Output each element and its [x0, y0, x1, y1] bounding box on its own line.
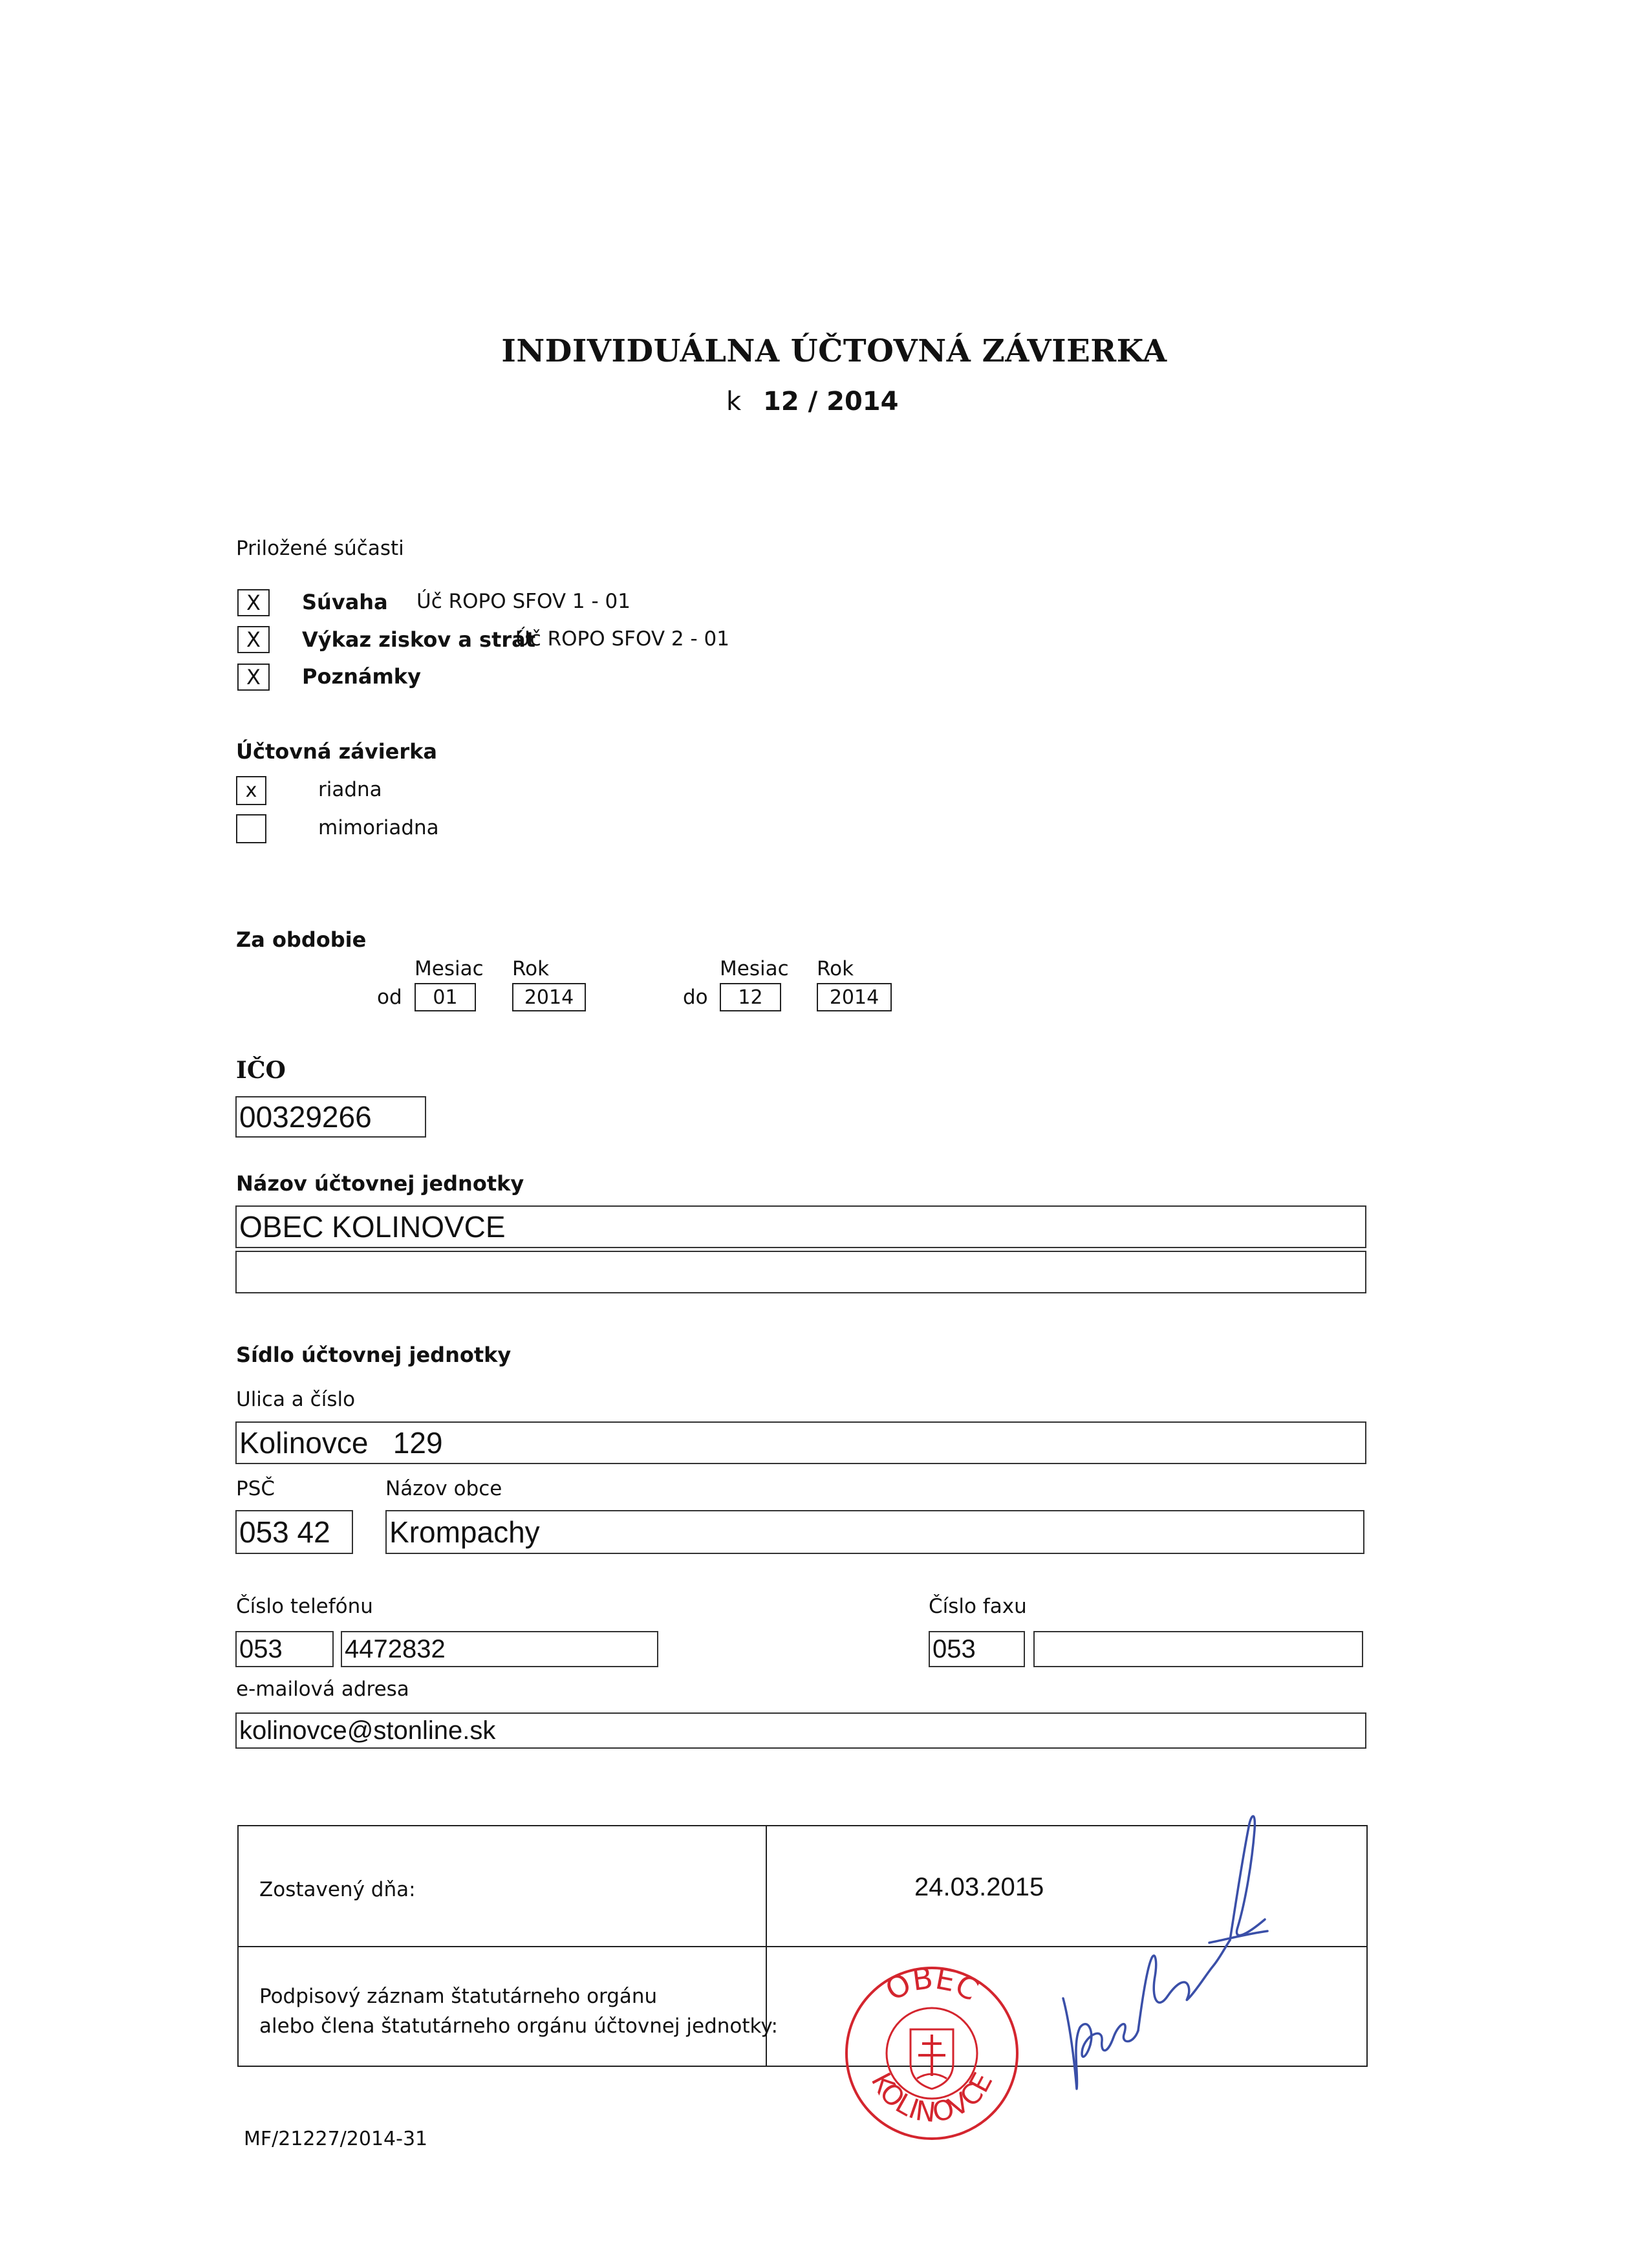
attachment-name-poznamky: Poznámky [302, 664, 421, 689]
phone-prefix-field[interactable]: 053 [235, 1631, 334, 1667]
to-year-label: Rok [817, 957, 854, 980]
street-field[interactable]: Kolinovce 129 [235, 1421, 1366, 1464]
closing-mimoriadna-label: mimoriadna [318, 816, 439, 839]
entity-name-label: Názov účtovnej jednotky [236, 1171, 524, 1196]
signature-label-line1: Podpisový záznam štatutárneho orgánu [259, 1985, 658, 2008]
city-field[interactable]: Krompachy [385, 1510, 1364, 1554]
ico-field[interactable]: 00329266 [235, 1096, 426, 1138]
period-value: 12 / 2014 [763, 387, 899, 416]
signature-label-line2: alebo člena štatutárneho orgánu účtovnej jednotky: [259, 2014, 778, 2038]
attachment-name-vykaz: Výkaz ziskov a strát [302, 627, 536, 652]
to-month-field[interactable]: 12 [720, 983, 781, 1011]
attachment-checkbox-vykaz[interactable]: X [237, 626, 270, 653]
closing-mimoriadna-checkbox[interactable] [236, 814, 266, 843]
stamp-lettering-bottom: KOLINOVCE [865, 2067, 999, 2129]
compiled-label: Zostavený dňa: [259, 1878, 416, 1901]
closing-riadna-checkbox[interactable]: x [236, 776, 266, 805]
period-prefix: k [726, 387, 742, 416]
from-month-field[interactable]: 01 [415, 983, 476, 1011]
fax-prefix-field[interactable]: 053 [929, 1631, 1025, 1667]
city-label: Názov obce [385, 1477, 502, 1500]
attachment-detail-suvaha: Úč ROPO SFOV 1 - 01 [416, 590, 630, 613]
street-label: Ulica a číslo [236, 1388, 356, 1411]
attachment-name-suvaha: Súvaha [302, 590, 388, 614]
attachment-checkbox-suvaha[interactable]: X [237, 589, 270, 616]
period-section-label: Za obdobie [236, 927, 367, 952]
address-section-label: Sídlo účtovnej jednotky [236, 1343, 512, 1367]
document-title: INDIVIDUÁLNA ÚČTOVNÁ ZÁVIERKA [501, 333, 1167, 369]
attachment-detail-vykaz: Úč ROPO SFOV 2 - 01 [515, 627, 729, 651]
email-field[interactable]: kolinovce@stonline.sk [235, 1712, 1366, 1749]
psc-field[interactable]: 053 42 [235, 1510, 353, 1554]
email-label: e-mailová adresa [236, 1678, 409, 1701]
closing-riadna-label: riadna [318, 778, 382, 801]
stamp-lettering: OBEC [879, 1960, 985, 2008]
stamp-coat-of-arms-icon [911, 2029, 953, 2089]
to-label: do [683, 986, 708, 1009]
official-stamp [838, 1960, 1026, 2147]
to-year-field[interactable]: 2014 [817, 983, 892, 1011]
entity-name-line1[interactable]: OBEC KOLINOVCE [235, 1205, 1366, 1248]
from-year-label: Rok [512, 957, 550, 980]
compiled-date: 24.03.2015 [914, 1873, 1044, 1901]
handwritten-signature [1054, 1804, 1274, 2102]
attachments-label: Priložené súčasti [236, 537, 404, 560]
ico-label: IČO [236, 1057, 286, 1084]
fax-number-field[interactable] [1033, 1631, 1363, 1667]
closing-type-label: Účtovná závierka [236, 739, 438, 764]
phone-number-field[interactable]: 4472832 [341, 1631, 658, 1667]
from-label: od [377, 986, 402, 1009]
from-month-label: Mesiac [415, 957, 484, 980]
to-month-label: Mesiac [720, 957, 789, 980]
psc-label: PSČ [236, 1477, 275, 1500]
form-code: MF/21227/2014-31 [244, 2128, 428, 2150]
phone-label: Číslo telefónu [236, 1595, 373, 1618]
from-year-field[interactable]: 2014 [512, 983, 586, 1011]
entity-name-line2[interactable] [235, 1251, 1366, 1293]
fax-label: Číslo faxu [929, 1595, 1027, 1618]
attachment-checkbox-poznamky[interactable]: X [237, 664, 270, 691]
